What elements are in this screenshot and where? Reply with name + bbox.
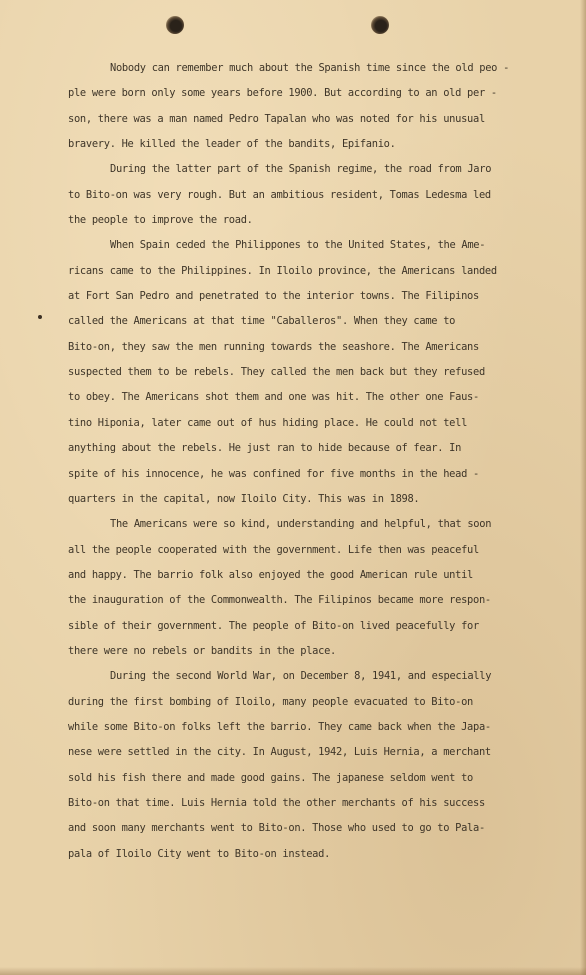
text-line: all the people cooperated with the government. Life then was peaceful (68, 543, 479, 556)
text-line: to obey. The Americans shot them and one was hit. The other one Faus- (68, 391, 479, 404)
typed-text-block (68, 56, 518, 867)
text-line: at Fort San Pedro and penetrated to the interior towns. The Filipinos (68, 290, 479, 303)
text-line: bravery. He killed the leader of the bandits, Epifanio. (68, 138, 396, 151)
text-line: suspected them to be rebels. They called the men back but they refused (68, 366, 485, 379)
text-line: ricans came to the Philippines. In Iloilo province, the Americans landed (68, 264, 497, 277)
text-line: sible of their government. The people of Bito-on lived peacefully for (68, 619, 479, 632)
text-line: During the second World War, on December 8, 1941, and especially (110, 670, 492, 683)
text-line: there were no rebels or bandits in the place. (68, 644, 337, 657)
text-line: The Americans were so kind, understanding and helpful, that soon (110, 518, 492, 531)
text-line: During the latter part of the Spanish regime, the road from Jaro (110, 163, 492, 176)
text-line: and happy. The barrio folk also enjoyed the good American rule until (68, 568, 473, 581)
text-line: sold his fish there and made good gains. The japanese seldom went to (68, 771, 473, 784)
paper-edge-bottom (0, 967, 586, 975)
text-line: anything about the rebels. He just ran to hide because of fear. In (68, 442, 462, 455)
margin-mark (38, 315, 42, 319)
text-line: the people to improve the road. (68, 214, 253, 227)
text-line: tino Hiponia, later came out of hus hiding place. He could not tell (68, 416, 468, 429)
text-line: and soon many merchants went to Bito-on. Those who used to go to Pala- (68, 822, 485, 835)
text-line: son, there was a man named Pedro Tapalan who was noted for his unusual (68, 112, 485, 125)
text-line: called the Americans at that time "Caballeros". When they came to (68, 315, 456, 328)
text-line: When Spain ceded the Philippones to the United States, the Ame- (110, 239, 486, 252)
text-line: nese were settled in the city. In August, 1942, Luis Hernia, a merchant (68, 746, 491, 759)
text-line: while some Bito-on folks left the barrio. They came back when the Japa- (68, 720, 491, 733)
text-line: ple were born only some years before 1900. But according to an old per - (68, 87, 497, 100)
text-line: to Bito-on was very rough. But an ambitious resident, Tomas Ledesma led (68, 188, 491, 201)
text-line: the inauguration of the Commonwealth. The Filipinos became more respon- (68, 594, 491, 607)
text-line: Bito-on, they saw the men running towards the seashore. The Americans (68, 340, 479, 353)
text-line: Bito-on that time. Luis Hernia told the other merchants of his success (68, 796, 485, 809)
text-line: pala of Iloilo City went to Bito-on instead. (68, 847, 331, 860)
text-line: during the first bombing of Iloilo, many people evacuated to Bito-on (68, 695, 473, 708)
punch-hole-left (166, 16, 184, 34)
paper-edge-right (580, 0, 586, 975)
text-line: spite of his innocence, he was confined for five months in the head - (68, 467, 479, 480)
text-line: quarters in the capital, now Iloilo City. This was in 1898. (68, 492, 420, 505)
punch-hole-right (371, 16, 389, 34)
text-line: Nobody can remember much about the Spanish time since the old peo - (110, 62, 510, 74)
